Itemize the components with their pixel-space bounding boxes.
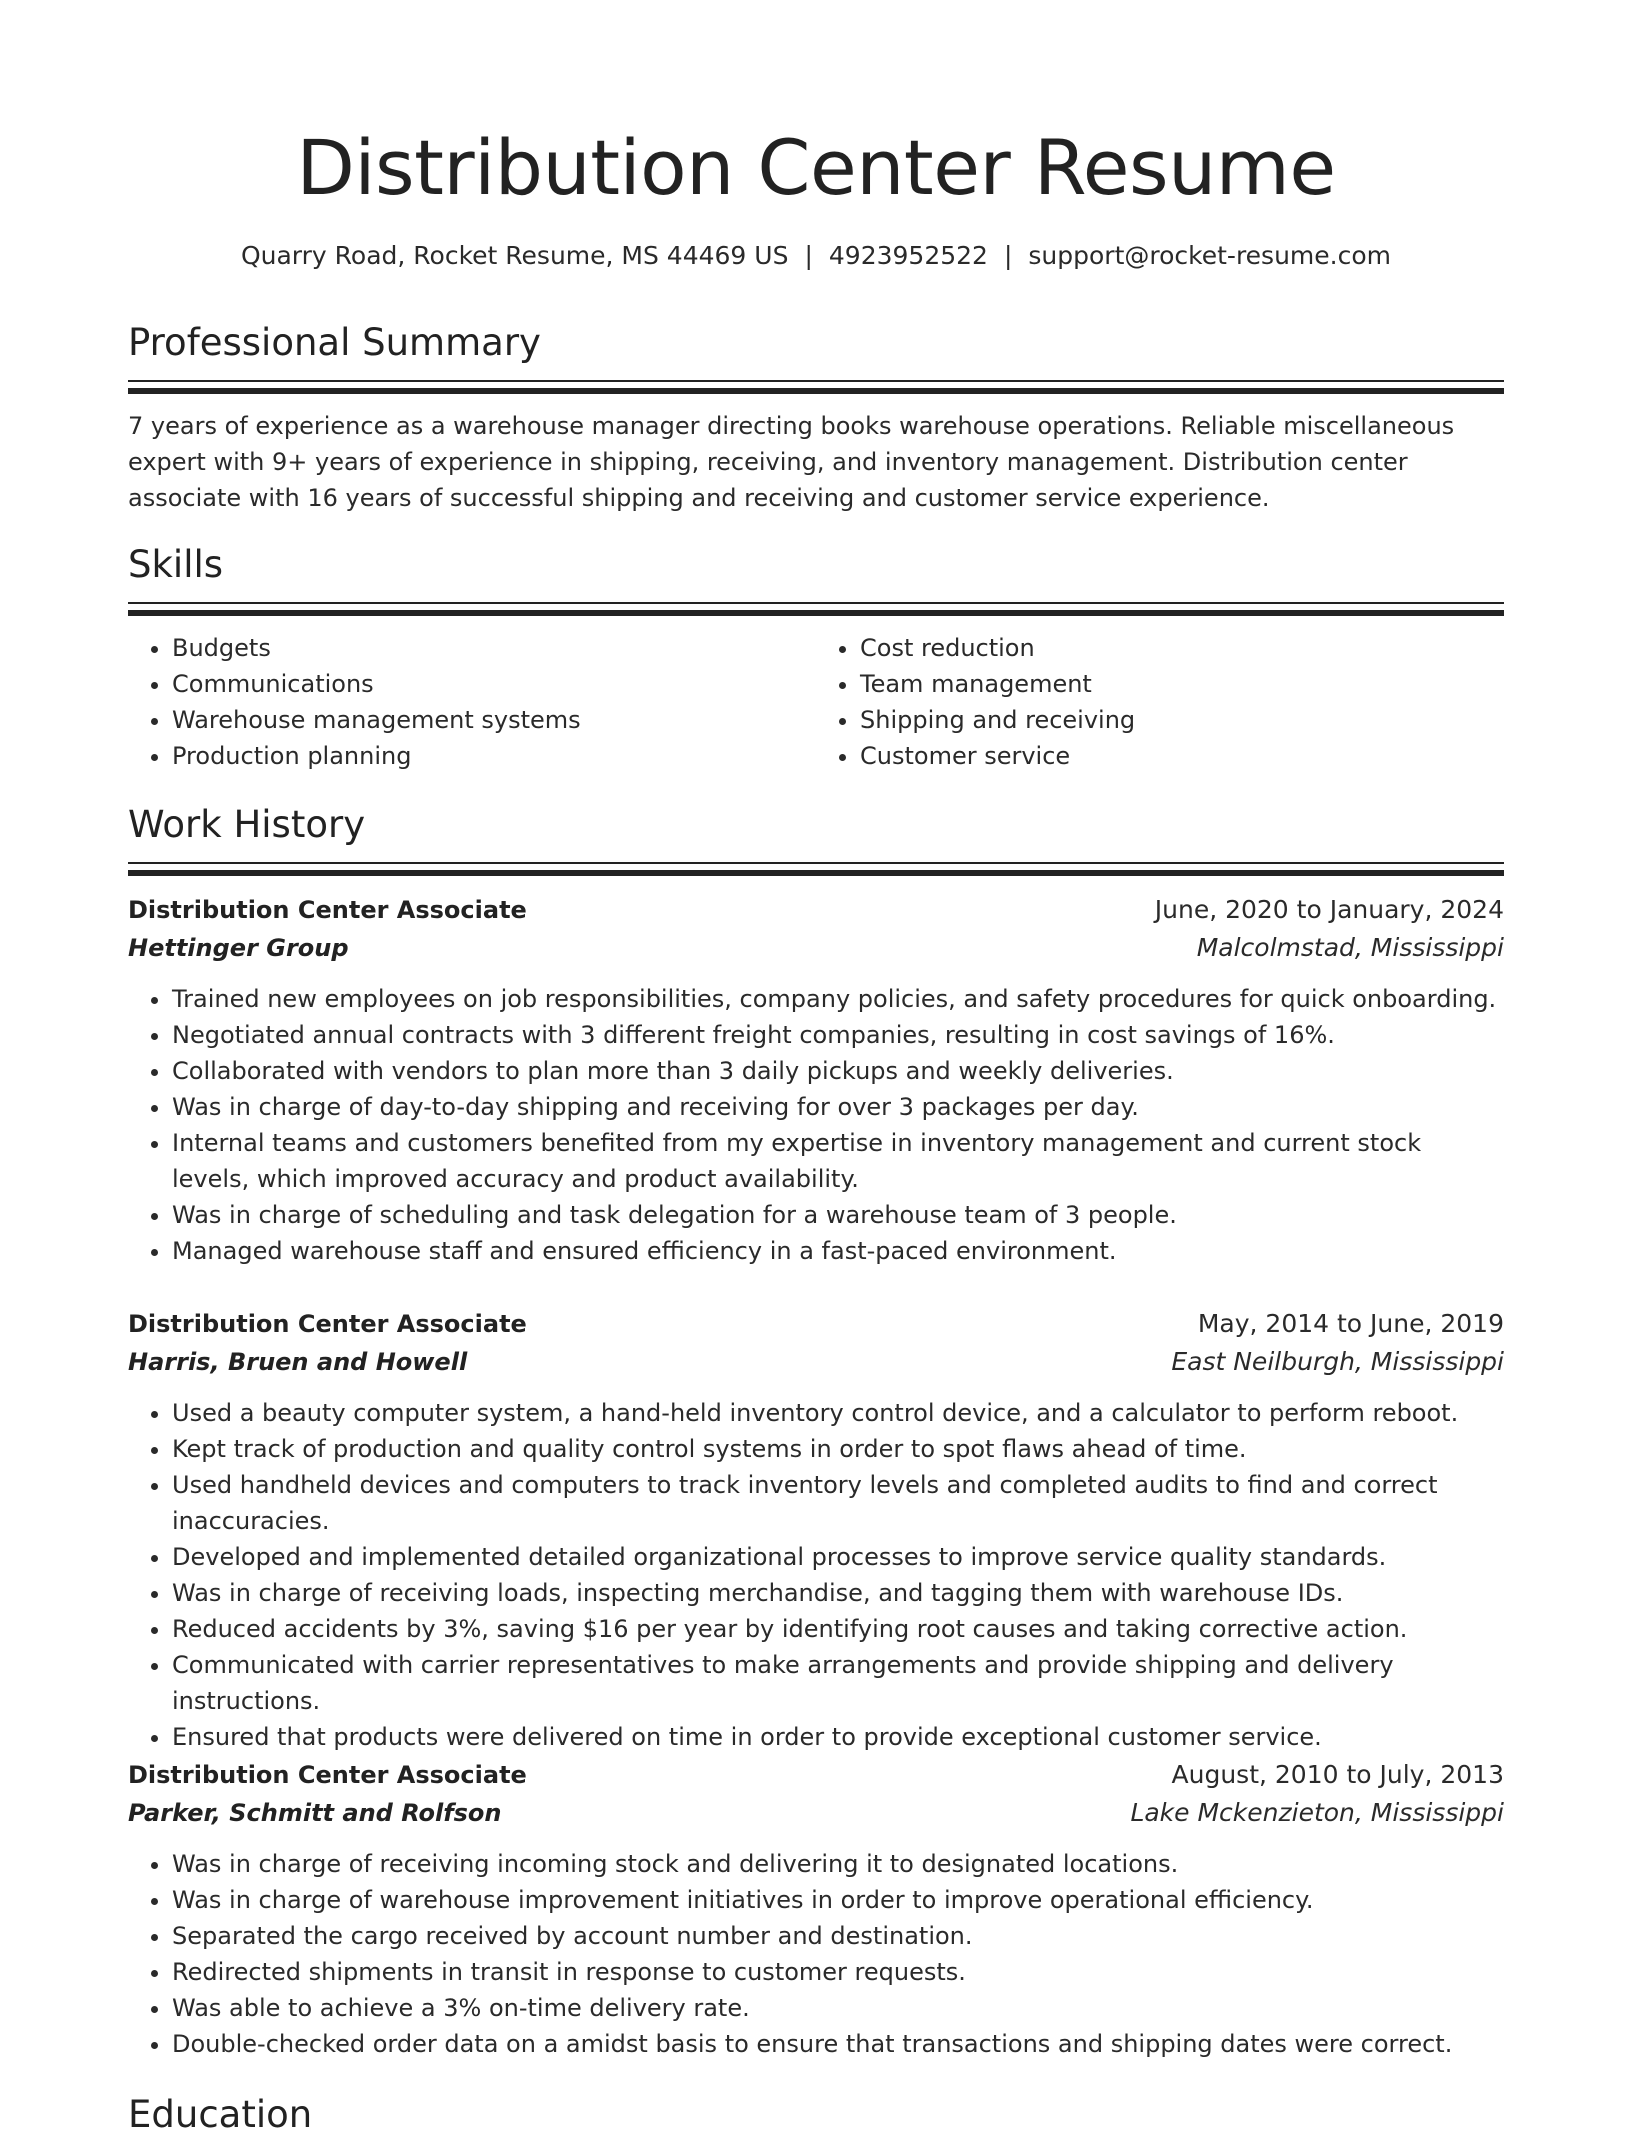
skill-item: • Team management <box>860 666 1504 702</box>
section-divider <box>128 388 1504 394</box>
skill-item: • Production planning <box>172 738 816 774</box>
contact-separator: | <box>804 241 813 270</box>
job-bullet: • Redirected shipments in transit in response to customer requests. <box>172 1954 1504 1990</box>
contact-line <box>128 238 1504 274</box>
job-bullet: • Was in charge of receiving incoming stock and delivering it to designated locations. <box>172 1846 1504 1882</box>
section-divider <box>128 870 1504 876</box>
skill-item: • Budgets <box>172 630 816 666</box>
job-bullet: • Double-checked order data on a amidst basis to ensure that transactions and shipping dates were correct. <box>172 2026 1504 2062</box>
job-subheader <box>128 929 1504 967</box>
section-divider <box>128 862 1504 864</box>
job-bullet: • Collaborated with vendors to plan more than 3 daily pickups and weekly deliveries. <box>172 1053 1504 1089</box>
section-divider <box>128 380 1504 382</box>
skill-item: • Shipping and receiving <box>860 702 1504 738</box>
skill-item: • Customer service <box>860 738 1504 774</box>
job-entry <box>128 1756 1504 2062</box>
job-bullet: • Developed and implemented detailed organizational processes to improve service quality standards. <box>172 1539 1504 1575</box>
job-bullet: • Internal teams and customers benefited from my expertise in inventory management and current stock levels, which improved accuracy and product availability. <box>172 1125 1504 1197</box>
summary-heading: Professional Summary <box>128 321 541 364</box>
job-bullet: • Was in charge of day-to-day shipping and receiving for over 3 packages per day. <box>172 1089 1504 1125</box>
contact-separator: | <box>1003 241 1013 270</box>
job-header <box>128 1756 1504 1794</box>
job-location: Lake Mckenzieton, Mississippi <box>1130 1798 1504 1827</box>
job-bullet: • Managed warehouse staff and ensured efficiency in a fast-paced environment. <box>172 1233 1504 1269</box>
job-title: Distribution Center Associate <box>128 1310 527 1338</box>
job-bullet: • Trained new employees on job responsibilities, company policies, and safety procedures for quick onboarding. <box>172 981 1504 1017</box>
job-dates: June, 2020 to January, 2024 <box>1154 895 1504 924</box>
skill-item: • Communications <box>172 666 816 702</box>
job-header <box>128 1305 1504 1343</box>
skill-item: • Warehouse management systems <box>172 702 816 738</box>
job-company: Harris, Bruen and Howell <box>128 1348 468 1376</box>
job-dates: May, 2014 to June, 2019 <box>1197 1309 1504 1338</box>
work-section <box>128 800 1504 876</box>
job-bullet: • Was in charge of scheduling and task delegation for a warehouse team of 3 people. <box>172 1197 1504 1233</box>
job-title: Distribution Center Associate <box>128 896 527 924</box>
skills-list-right <box>816 630 1504 774</box>
job-location: Malcolmstad, Mississippi <box>1196 933 1504 962</box>
contact-phone: 4923952522 <box>828 241 988 270</box>
job-dates: August, 2010 to July, 2013 <box>1171 1760 1504 1789</box>
job-entry <box>128 891 1504 1269</box>
job-bullet: • Ensured that products were delivered on time in order to provide exceptional customer service. <box>172 1719 1504 1755</box>
job-location: East Neilburgh, Mississippi <box>1171 1347 1504 1376</box>
skill-item: • Cost reduction <box>860 630 1504 666</box>
job-bullet: • Reduced accidents by 3%, saving $16 per year by identifying root causes and taking corrective action. <box>172 1611 1504 1647</box>
job-subheader <box>128 1794 1504 1832</box>
job-header <box>128 891 1504 929</box>
skills-list-left <box>128 630 816 774</box>
contact-address: Quarry Road, Rocket Resume, MS 44469 US <box>240 241 789 270</box>
job-title: Distribution Center Associate <box>128 1761 527 1789</box>
job-bullets <box>128 1846 1504 2062</box>
job-bullet: • Used a beauty computer system, a hand-held inventory control device, and a calculator to perform reboot. <box>172 1395 1504 1431</box>
job-company: Hettinger Group <box>128 934 349 962</box>
work-heading: Work History <box>128 803 366 846</box>
resume-title: Distribution Center Resume <box>296 123 1336 212</box>
job-bullet: • Was able to achieve a 3% on-time delivery rate. <box>172 1990 1504 2026</box>
section-divider <box>128 602 1504 604</box>
job-bullet: • Was in charge of receiving loads, inspecting merchandise, and tagging them with warehouse IDs. <box>172 1575 1504 1611</box>
summary-text: 7 years of experience as a warehouse manager directing books warehouse operations. Reliable miscellaneous expert with 9+ years of experience in shipping, receiving, and inventory management. Distribution center associate with 16 years of successful shipping and receiving and customer service experience. <box>128 412 1455 512</box>
skills-section <box>128 540 1504 774</box>
education-heading: Education <box>128 2093 313 2136</box>
job-bullet: • Was in charge of warehouse improvement initiatives in order to improve operational efficiency. <box>172 1882 1504 1918</box>
summary-section <box>128 318 1504 516</box>
job-bullet: • Used handheld devices and computers to track inventory levels and completed audits to find and correct inaccuracies. <box>172 1467 1504 1539</box>
job-company: Parker, Schmitt and Rolfson <box>128 1799 502 1827</box>
section-divider <box>128 610 1504 616</box>
skills-heading: Skills <box>128 543 224 586</box>
job-bullet: • Negotiated annual contracts with 3 different freight companies, resulting in cost savings of 16%. <box>172 1017 1504 1053</box>
job-entry <box>128 1305 1504 1755</box>
job-bullet: • Separated the cargo received by account number and destination. <box>172 1918 1504 1954</box>
job-subheader <box>128 1343 1504 1381</box>
job-bullet: • Communicated with carrier representatives to make arrangements and provide shipping and delivery instructions. <box>172 1647 1504 1719</box>
job-bullets <box>128 981 1504 1269</box>
job-bullet: • Kept track of production and quality control systems in order to spot flaws ahead of time. <box>172 1431 1504 1467</box>
skills-columns <box>128 630 1504 774</box>
job-bullets <box>128 1395 1504 1755</box>
contact-email: support@rocket-resume.com <box>1028 241 1392 270</box>
